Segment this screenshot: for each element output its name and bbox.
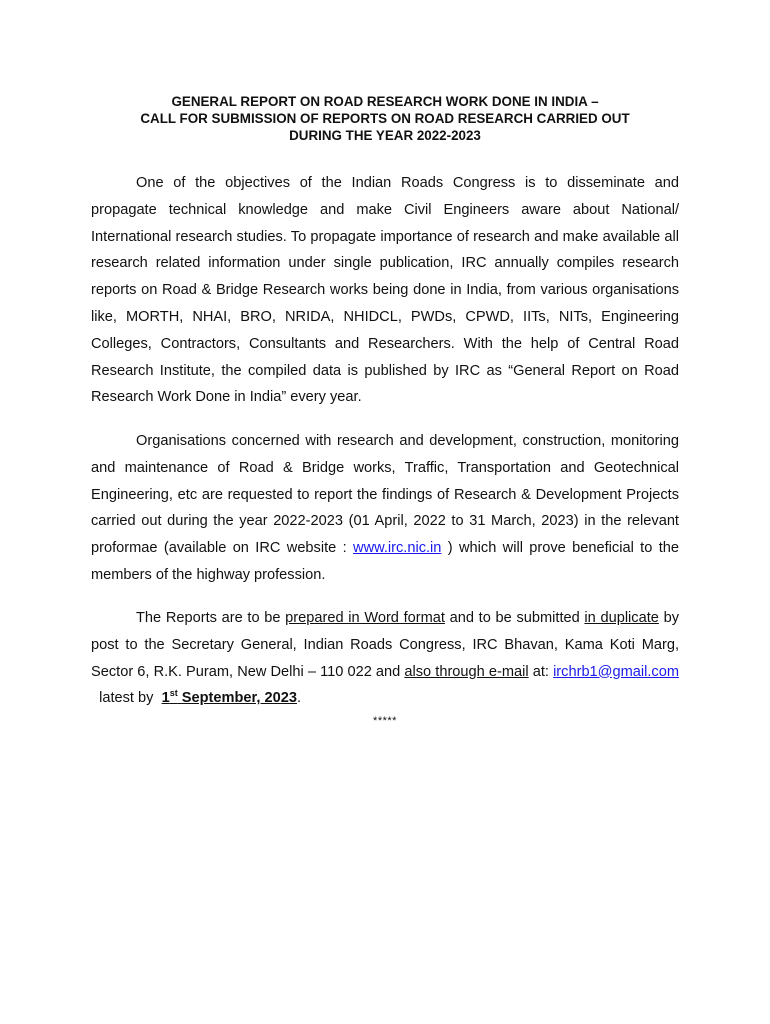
submission-text-3: by post to the Secretary General, Indian Roads Congress, IRC Bhavan, Kama Koti Marg, Sector 6, R.K. Puram, New Delhi – 110 022 and <box>91 610 679 680</box>
request-text-start: Organisations concerned with research and development, construction, monitoring and maintenance of Road & Bridge works, Traffic, Transportation and Geotechnical Engineering, etc are requested to report the findings of Research & Development Projects carried out during the year 2022-2023 (01 April, 2022 to 31 March, 2023) in the relevant proformae (available on IRC website : <box>91 433 679 557</box>
title-line-3: DURING THE YEAR 2022-2023 <box>289 128 481 143</box>
deadline-ordinal: st <box>169 688 178 699</box>
email-link[interactable]: irchrb1@gmail.com <box>553 663 679 680</box>
request-text-end: ) which will prove beneficial to the members of the highway profession. <box>91 540 679 583</box>
paragraph-request <box>91 428 679 589</box>
title-line-2: CALL FOR SUBMISSION OF REPORTS ON ROAD RESEARCH CARRIED OUT <box>140 111 630 126</box>
submission-text-5: latest by <box>91 690 162 707</box>
submission-text-4: at: <box>528 663 554 680</box>
submission-text-2: and to be submitted <box>444 610 585 626</box>
irc-website-link[interactable]: www.irc.nic.in <box>353 540 442 557</box>
deadline-date <box>162 690 297 706</box>
deadline-day: 1 <box>161 690 170 707</box>
page-title <box>0 93 770 144</box>
submission-end: . <box>296 690 302 707</box>
word-format-underlined: prepared in Word format <box>285 610 445 626</box>
paragraph-submission <box>91 605 679 712</box>
submission-text-1: The Reports are to be <box>136 610 286 626</box>
end-marker: ***** <box>373 715 397 727</box>
in-duplicate-underlined: in duplicate <box>584 610 659 626</box>
paragraph-objectives: One of the objectives of the Indian Roads Congress is to disseminate and propagate technical knowledge and make Civil Engineers aware about National/ International research studies. To propagate importance of research and make available all research related information under single publication, IRC annually compiles research reports on Road & Bridge Research works being done in India, from various organisations like, MORTH, NHAI, BRO, NRIDA, NHIDCL, PWDs, CPWD, IITs, NITs, Engineering Colleges, Contractors, Consultants and Researchers. With the help of Central Road Research Institute, the compiled data is published by IRC as “General Report on Road Research Work Done in India” every year. <box>91 175 679 406</box>
title-line-1: GENERAL REPORT ON ROAD RESEARCH WORK DONE IN INDIA – <box>171 94 599 109</box>
email-note-underlined: also through e-mail <box>404 663 529 680</box>
deadline-month-year: September, 2023 <box>177 690 297 707</box>
